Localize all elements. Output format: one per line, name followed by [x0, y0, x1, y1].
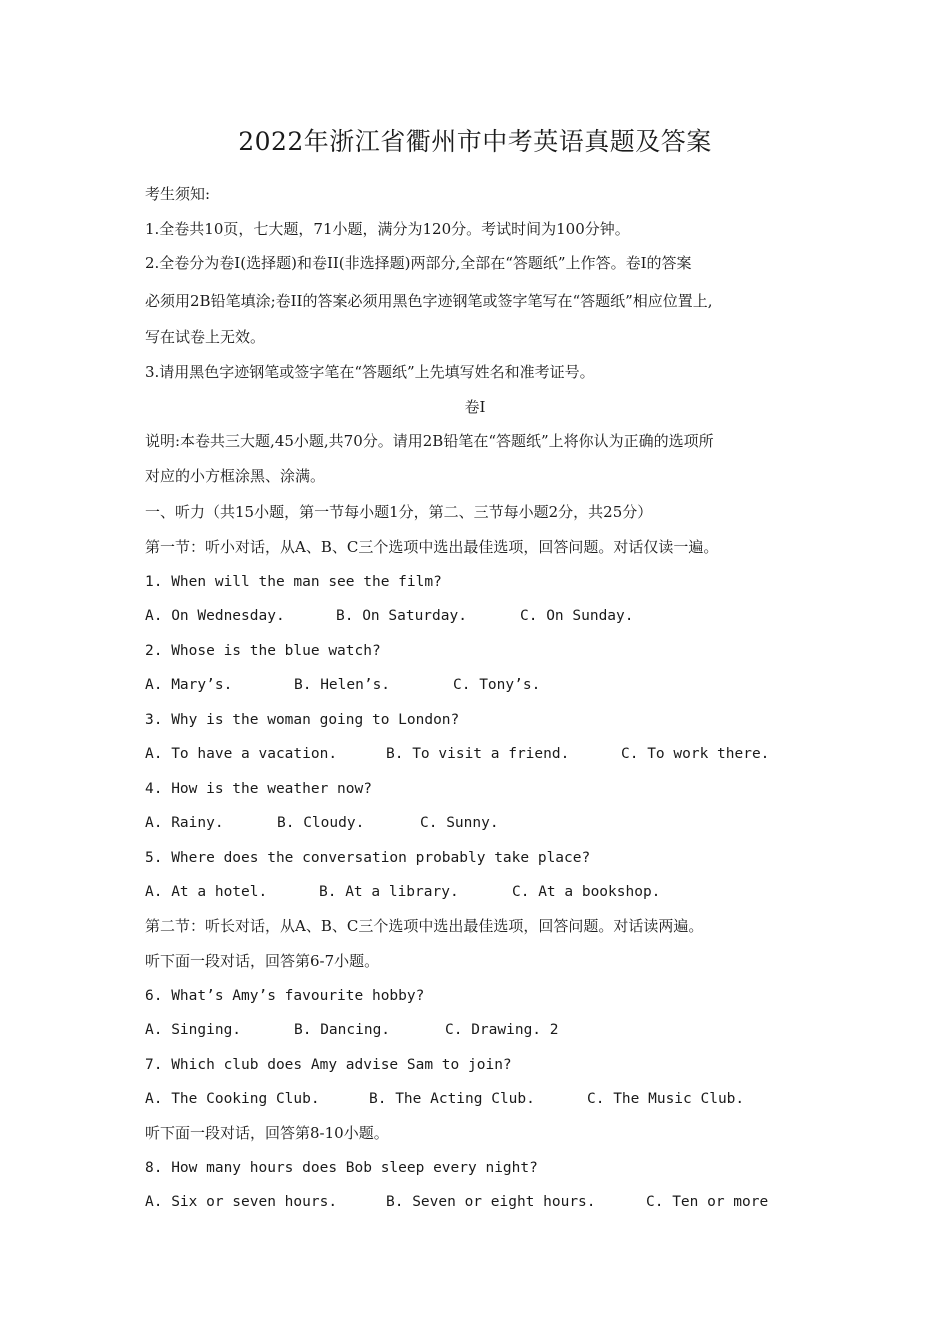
part-instruction: 第一节：听小对话，从A、B、C三个选项中选出最佳选项，回答问题。对话仅读一遍。 [145, 538, 719, 556]
option-a: A. Singing. [145, 1022, 242, 1038]
option-b: B. Helen’s. [294, 677, 391, 693]
option-b: B. Cloudy. [277, 815, 365, 831]
volume-desc: 说明:本卷共三大题,45小题,共70分。请用2B铅笔在“答题纸”上将你认为正确的选项所 [145, 432, 714, 450]
option-b: B. At a library. [319, 884, 459, 900]
notice-item: 3.请用黑色字迹钢笔或签字笔在“答题纸”上先填写姓名和准考证号。 [145, 363, 595, 381]
option-c: C. Sunny. [420, 815, 499, 831]
question-text: 1. When will the man see the film? [145, 574, 442, 590]
option-b: B. Dancing. [294, 1022, 391, 1038]
question-text: 2. Whose is the blue watch? [145, 643, 381, 659]
question-text: 8. How many hours does Bob sleep every night? [145, 1160, 538, 1176]
notice-item: 1.全卷共10页，七大题，71小题，满分为120分。考试时间为100分钟。 [145, 220, 630, 238]
option-b: B. Seven or eight hours. [386, 1194, 596, 1210]
option-a: A. Six or seven hours. [145, 1194, 338, 1210]
option-c: C. Tony’s. [453, 677, 541, 693]
option-a: A. The Cooking Club. [145, 1091, 320, 1107]
question-text: 4. How is the weather now? [145, 781, 372, 797]
option-a: A. At a hotel. [145, 884, 268, 900]
dialog-intro: 听下面一段对话，回答第6-7小题。 [145, 952, 380, 970]
notice-item: 2.全卷分为卷I(选择题)和卷II(非选择题)两部分,全部在“答题纸”上作答。卷I的答案 [145, 254, 692, 272]
section-heading: 一、听力（共15小题，第一节每小题1分，第二、三节每小题2分，共25分） [145, 503, 653, 521]
question-text: 6. What’s Amy’s favourite hobby? [145, 988, 425, 1004]
volume-label: 卷I [464, 398, 486, 416]
option-a: A. Mary’s. [145, 677, 233, 693]
option-b: B. To visit a friend. [386, 746, 570, 762]
question-text: 5. Where does the conversation probably take place? [145, 850, 591, 866]
option-b: B. On Saturday. [336, 608, 467, 624]
notice-item: 必须用2B铅笔填涂;卷II的答案必须用黑色字迹钢笔或签字笔写在“答题纸”相应位置上, [145, 292, 713, 310]
option-a: A. To have a vacation. [145, 746, 338, 762]
option-a: A. Rainy. [145, 815, 224, 831]
option-c: C. Drawing. 2 [445, 1022, 559, 1038]
part-instruction: 第二节：听长对话，从A、B、C三个选项中选出最佳选项，回答问题。对话读两遍。 [145, 917, 704, 935]
volume-desc: 对应的小方框涂黑、涂满。 [145, 467, 326, 485]
notice-heading: 考生须知: [145, 185, 211, 203]
option-c: C. Ten or more [646, 1194, 769, 1210]
question-text: 7. Which club does Amy advise Sam to join? [145, 1057, 512, 1073]
option-c: C. On Sunday. [520, 608, 634, 624]
option-c: C. At a bookshop. [512, 884, 661, 900]
dialog-intro: 听下面一段对话，回答第8-10小题。 [145, 1124, 389, 1142]
question-text: 3. Why is the woman going to London? [145, 712, 460, 728]
page-title: 2022年浙江省衢州市中考英语真题及答案 [238, 127, 712, 156]
option-c: C. To work there. [621, 746, 770, 762]
notice-item: 写在试卷上无效。 [145, 328, 266, 346]
option-a: A. On Wednesday. [145, 608, 285, 624]
option-b: B. The Acting Club. [369, 1091, 535, 1107]
option-c: C. The Music Club. [587, 1091, 745, 1107]
